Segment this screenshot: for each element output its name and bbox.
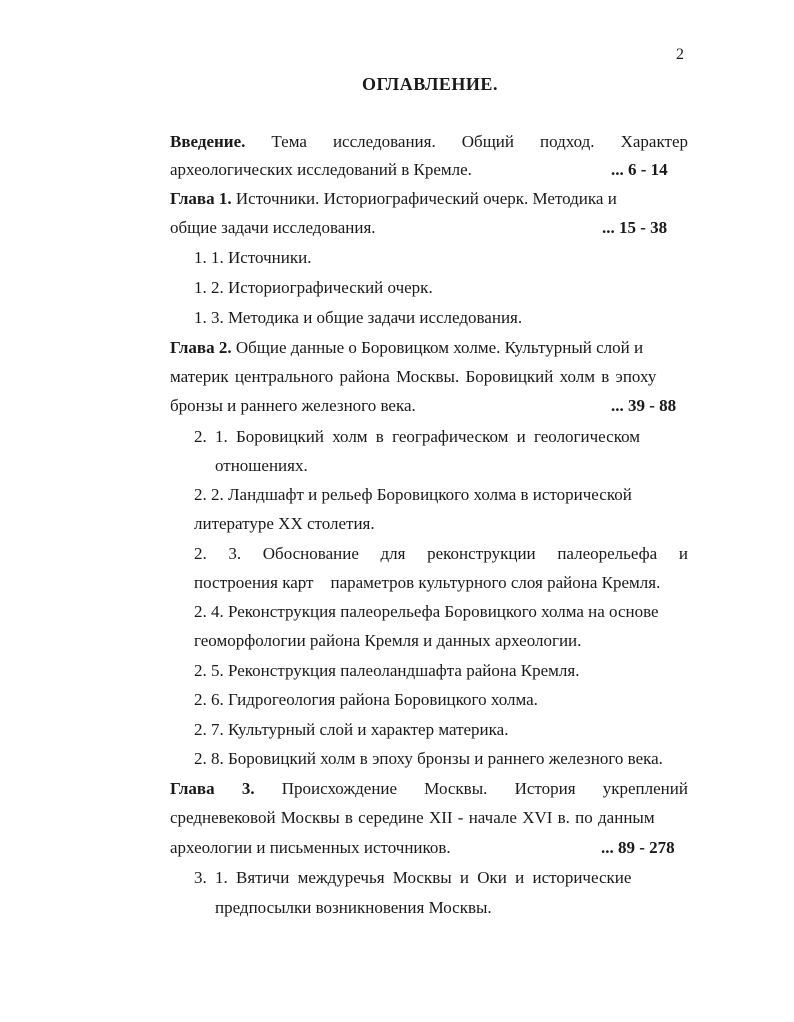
chapter3-head-word: Глава: [170, 779, 215, 798]
section-word: палеорельефа: [557, 544, 658, 563]
toc-section-3-1-line1: [194, 868, 631, 888]
toc-section-3-1-line2: предпосылки возникновения Москвы.: [215, 898, 492, 917]
intro-word: исследования.: [332, 132, 436, 151]
toc-section-2-3-line2: построения карт параметров культурного слоя района Кремля.: [194, 573, 661, 592]
toc-intro-line2: археологических исследований в Кремле.: [170, 160, 472, 179]
toc-section-2-6: 2. 6. Гидрогеология района Боровицкого холма.: [194, 690, 538, 709]
toc-section-2-5: 2. 5. Реконструкция палеоландшафта района Кремля.: [194, 661, 580, 680]
section-word: для: [380, 544, 406, 563]
toc-chapter3-line2: средневековой Москвы в середине XII - начале XVI в. по данным: [170, 808, 655, 827]
section-number: 2. 2.: [194, 485, 224, 504]
toc-chapter3-line3: археологии и письменных источников.: [170, 838, 451, 857]
toc-section-1-1: 1. 1. Источники.: [194, 248, 312, 267]
toc-section-2-3-line1: [194, 544, 688, 564]
toc-chapter1-line2: общие задачи исследования.: [170, 218, 376, 237]
section-word: реконструкции: [427, 544, 536, 563]
toc-section-2-2-line2: литературе XX столетия.: [194, 514, 375, 533]
intro-pages: ... 6 - 14: [611, 160, 668, 179]
page-title: ОГЛАВЛЕНИЕ.: [362, 74, 498, 94]
chapter2-head: Глава 2.: [170, 338, 232, 357]
toc-section-1-2: 1. 2. Историографический очерк.: [194, 278, 433, 297]
chapter2-title: Общие данные о Боровицком холме. Культурный слой и: [235, 338, 644, 357]
intro-word: Общий: [461, 132, 514, 151]
chapter1-pages: ... 15 - 38: [602, 218, 668, 237]
section-word: и: [678, 544, 688, 563]
section-title: Боровицкий холм в географическом и геологическом: [236, 427, 641, 446]
toc-chapter2-line3: бронзы и раннего железного века.: [170, 396, 416, 415]
intro-word: Тема: [271, 132, 307, 151]
section-word: Обоснование: [262, 544, 359, 563]
section-number: 2.: [194, 544, 207, 563]
section-word: 3.: [228, 544, 242, 563]
chapter1-head: Глава 1.: [170, 189, 232, 208]
toc-chapter2-line1: [170, 338, 643, 358]
toc-section-2-4-line1: 2. 4. Реконструкция палеорельефа Боровицкого холма на основе: [194, 602, 659, 621]
chapter3-word: Москвы.: [424, 779, 488, 798]
toc-section-1-3: 1. 3. Методика и общие задачи исследования.: [194, 308, 523, 327]
chapter3-word: укреплений: [602, 779, 688, 798]
toc-section-2-1-line2: отношениях.: [215, 456, 308, 475]
chapter3-pages: ... 89 - 278: [601, 838, 675, 857]
chapter3-word: История: [514, 779, 576, 798]
toc-chapter3-line1: [170, 779, 688, 799]
intro-head: Введение.: [170, 132, 246, 151]
section-title: Вятичи междуречья Москвы и Оки и исторические: [236, 868, 632, 887]
intro-word: подход.: [540, 132, 595, 151]
chapter3-word: Происхождение: [281, 779, 398, 798]
chapter1-title: Источники. Историографический очерк. Методика и: [235, 189, 617, 208]
toc-chapter1-line1: [170, 189, 617, 209]
toc-intro-line1: [170, 132, 688, 152]
toc-chapter2-line2: материк центрального района Москвы. Боровицкий холм в эпоху: [170, 367, 657, 386]
section-number: 3. 1.: [194, 868, 228, 887]
chapter3-head-word: 3.: [241, 779, 255, 798]
toc-section-2-1-line1: [194, 427, 640, 447]
toc-section-2-7: 2. 7. Культурный слой и характер материка.: [194, 720, 509, 739]
toc-section-2-4-line2: геоморфологии района Кремля и данных археологии.: [194, 631, 582, 650]
page-number: 2: [676, 46, 684, 63]
toc-section-2-2-line1: [194, 485, 632, 505]
chapter2-pages: ... 39 - 88: [611, 396, 677, 415]
section-title: Ландшафт и рельеф Боровицкого холма в исторической: [228, 485, 632, 504]
section-number: 2. 1.: [194, 427, 228, 446]
intro-word: Характер: [620, 132, 688, 151]
toc-section-2-8: 2. 8. Боровицкий холм в эпоху бронзы и раннего железного века.: [194, 749, 663, 768]
